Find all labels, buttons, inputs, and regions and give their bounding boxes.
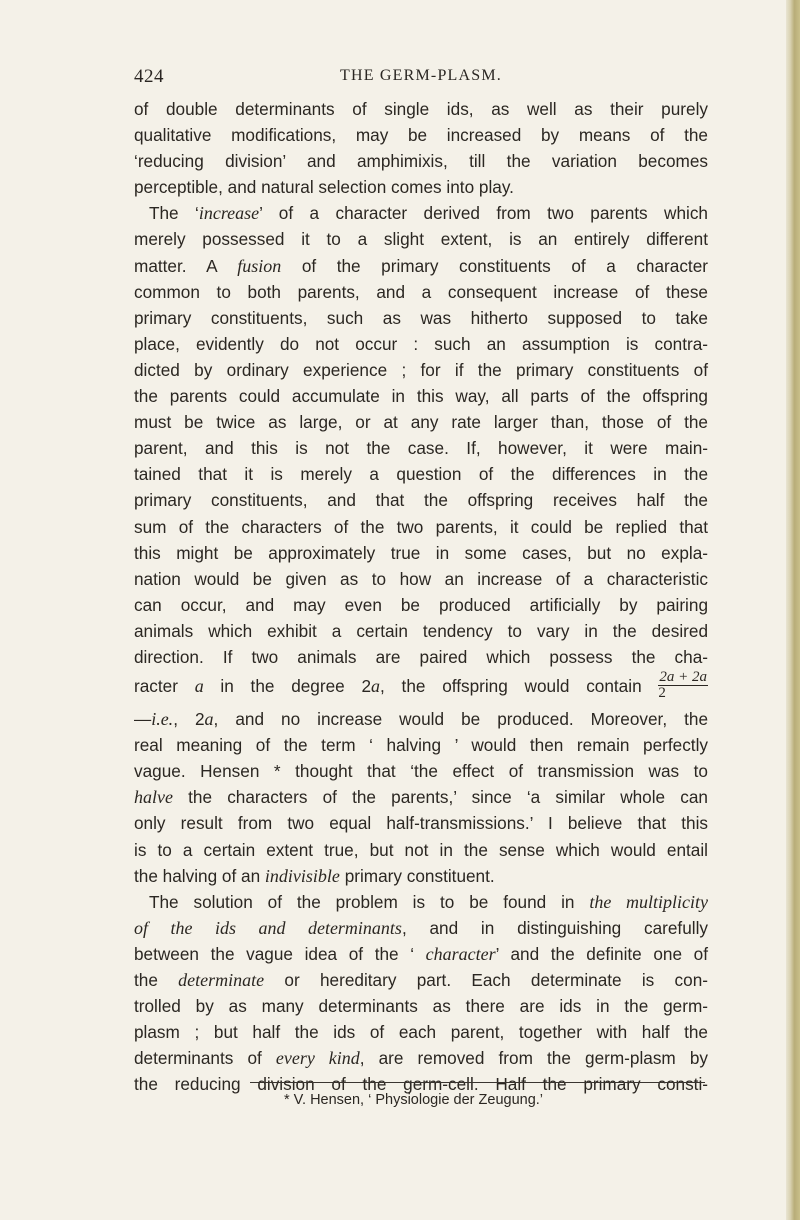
text-line: direction. If two animals are paired which possess the cha-: [134, 646, 708, 667]
text-line: qualitative modifications, may be increased by means of the: [134, 125, 708, 146]
text-line: trolled by as many determinants as there are ids in the germ-: [134, 996, 708, 1017]
text-line: real meaning of the term ‘ halving ’ would then remain perfectly: [134, 735, 708, 756]
italic-variable: a: [204, 709, 214, 730]
text-line: The solution of the problem is to be found in the multiplicity: [149, 891, 709, 912]
text-line: nation would be given as to how an increase of a characteristic: [134, 568, 708, 589]
text-line: The ‘increase’ of a character derived from two parents which: [149, 203, 708, 224]
text-line: the parents could accumulate in this way, all parts of the offspring: [134, 386, 708, 407]
italic-term: increase: [198, 203, 260, 224]
italic-term: of the ids and determinants: [134, 917, 402, 938]
text-line: is to a certain extent true, but not in the sense which would entail: [134, 839, 708, 860]
italic-term: the multiplicity: [589, 891, 709, 912]
fraction-denominator: 2: [658, 685, 666, 702]
body-text: [134, 96, 708, 1097]
text-line: animals which exhibit a certain tendency to vary in the desired: [134, 620, 708, 641]
fraction: [658, 670, 708, 701]
text-line: racter a in the degree 2a, the offspring would contain $\frac{2a + 2a}{2}$: [134, 669, 707, 702]
text-line: must be twice as large, or at any rate larger than, those of the: [134, 412, 708, 433]
italic-term: halve: [134, 787, 173, 808]
text-line: this might be approximately true in some cases, but no expla-: [134, 542, 708, 563]
italic-variable: a: [194, 676, 204, 697]
text-line: of double determinants of single ids, as well as their purely: [134, 99, 708, 119]
text-line: can occur, and may even be produced artificially by pairing: [134, 594, 708, 615]
text-line: the determinate or hereditary part. Each determinate is con-: [134, 970, 708, 990]
text-line: sum of the characters of the two parents, it could be replied that: [134, 516, 708, 537]
text-line: of the ids and determinants, and in distinguishing carefully: [134, 917, 708, 938]
running-head: THE GERM-PLASM.: [339, 67, 502, 84]
footnote-rule: [250, 1082, 705, 1083]
text-line: the reducing division of the germ-cell. Half the primary consti-: [134, 1074, 708, 1095]
italic-term: determinate: [178, 970, 265, 990]
italic-term: fusion: [237, 255, 282, 276]
page-header: [134, 66, 708, 92]
text-line: merely possessed it to a slight extent, is an entirely different: [134, 229, 708, 250]
text-line: place, evidently do not occur : such an assumption is contra-: [134, 333, 708, 354]
text-line: common to both parents, and a consequent increase of these: [134, 281, 708, 302]
italic-term: indivisible: [264, 865, 340, 886]
text-line: —i.e., 2a, and no increase would be produced. Moreover, the: [134, 709, 708, 730]
italic-term: every kind: [275, 1048, 360, 1069]
text-line: plasm ; but half the ids of each parent, together with half the: [134, 1022, 708, 1043]
fraction-numerator: 2a + 2a: [659, 669, 707, 686]
text-line: dicted by ordinary experience ; for if the primary constituents of: [134, 359, 708, 380]
text-line: only result from two equal half-transmissions.’ I believe that this: [134, 813, 708, 834]
page-number: 424: [134, 66, 164, 87]
text-line: perceptible, and natural selection comes into play.: [134, 177, 514, 198]
text-line: ‘reducing division’ and amphimixis, till the variation becomes: [134, 151, 708, 172]
text-line: primary constituents, and that the offspring receives half the: [134, 490, 708, 511]
text-line: determinants of every kind, are removed from the germ-plasm by: [134, 1048, 709, 1069]
italic-term: character: [425, 943, 496, 964]
text-line: the halving of an indivisible primary constituent.: [134, 865, 495, 886]
text-line: between the vague idea of the ‘ character’ and the definite one of: [134, 943, 708, 964]
page-binding-edge: [786, 0, 800, 1220]
italic-term: i.e.: [151, 709, 174, 730]
text-line: parent, and this is not the case. If, however, it were main-: [134, 438, 708, 459]
text-line: tained that it is merely a question of the differences in the: [134, 464, 708, 485]
italic-variable: a: [371, 676, 381, 697]
footnote: * V. Hensen, ‘ Physiologie der Zeugung.’: [284, 1092, 544, 1108]
text-line: halve the characters of the parents,’ since ‘a similar whole can: [134, 787, 708, 808]
text-line: primary constituents, such as was hitherto supposed to take: [134, 307, 708, 328]
text-line: matter. A fusion of the primary constituents of a character: [134, 255, 708, 276]
text-line: vague. Hensen * thought that ‘the effect of transmission was to: [134, 761, 708, 782]
